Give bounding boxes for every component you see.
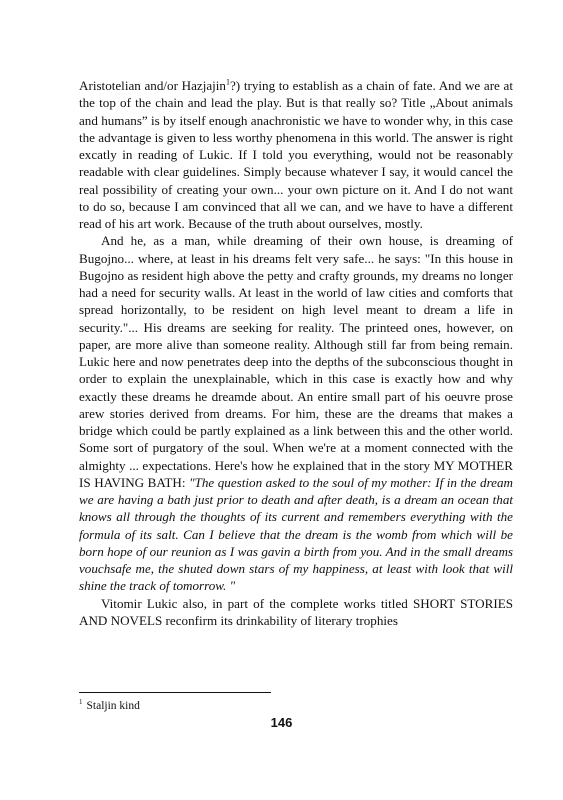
- paragraph-1: [79, 77, 513, 232]
- quoted-passage: "The question asked to the soul of my mother: If in the dream we are having a bath just prior to death and after death, is a dream an ocean that knows all through the thoughts of its current and remembers everything with the formula of its salt. Can I believe that the dream is the womb from which will be born hope of our reunion as I was gavin a birth from you. And in the small dreams vouchsafe me, the shuted down stars of my happiness, at least with look that will shine the track of tomorrow. ": [79, 474, 513, 594]
- paragraph-3: Vitomir Lukic also, in part of the complete works titled SHORT STORIES AND NOVELS reconfirm its drinkability of literary trophies: [79, 595, 513, 628]
- footnote-reference: 1: [225, 77, 230, 87]
- paragraph-2: [79, 232, 513, 594]
- footnote-divider: [79, 692, 271, 693]
- body-text: [79, 77, 513, 629]
- paragraph-1-start: Aristotelian and/or Hazjajin: [79, 78, 226, 93]
- footnote: [79, 700, 140, 712]
- page-number: 146: [270, 715, 293, 730]
- footnote-text: Staljin kind: [86, 700, 140, 712]
- paragraph-1-rest: ?) trying to establish as a chain of fate. And we are at the top of the chain and lead the play. But is that really so? Title „About animals and humans” is by itself enough anachronistic we have to wonder why, in this case the advantage is given to less worthy phenomena in this world. The answer is right excatly in reading of Lukic. If I told you everything, would not be reasonably readable with clear guidelines. Simply because whatever I say, it would cancel the real possibility of creating your own... your own picture on it. And I do not want to do so, because I am convinced that all we can, and we have to have a different read of his art work. Because of the truth about ourselves, mostly.: [79, 78, 513, 231]
- paragraph-2-text: And he, as a man, while dreaming of their own house, is dreaming of Bugojno... where, at least in his dreams felt very safe... he says: "In this house in Bugojno as resident high above the petty and crafty grounds, my dreams no longer had a need for security walls. At least in the world of law cities and comforts that spread horizontally, to be resident on high level meant to dream a life in security."... His dreams are seeking for reality. The printeed ones, however, on paper, are more alive than someone reality. Although still far from being remain. Lukic here and now penetrates deep into the depths of the subconscious thought in order to explain the unexplainable, which in this case is exactly how and why exactly these dreams he dreamde about. An entire small part of his oeuvre prose arew stories derived from dreams. For him, these are the dreams that makes a bridge which could be partly explained as a link between this and the other world. Some sort of purgatory of the soul. When we're at a moment connected with the almighty ... expectations. Here's how he explained that in the story MY MOTHER IS HAVING BATH:: [79, 233, 513, 490]
- footnote-number: 1: [79, 698, 83, 707]
